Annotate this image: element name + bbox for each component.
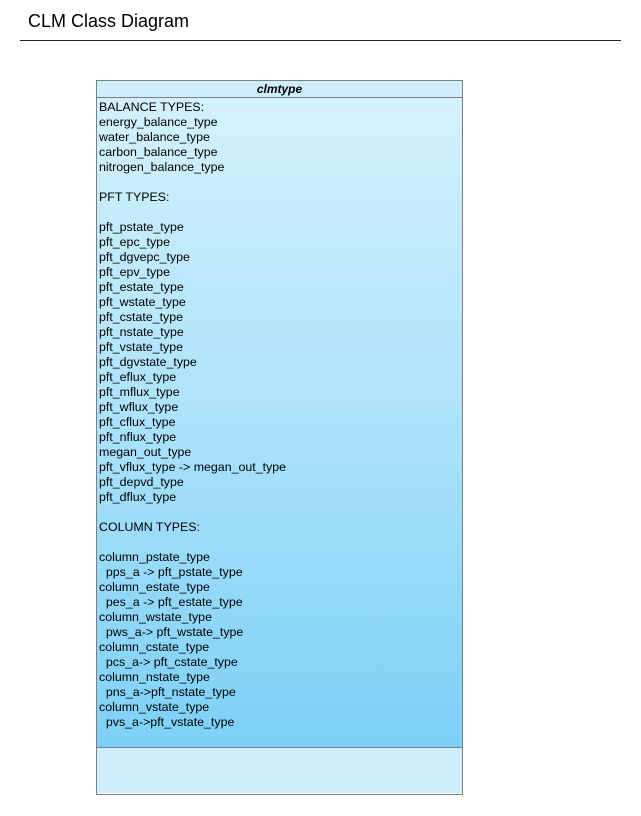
class-attribute — [99, 535, 462, 550]
class-attribute: pcs_a-> pft_cstate_type — [99, 655, 238, 669]
class-attribute: pft_estate_type — [99, 280, 184, 294]
class-attribute: pns_a->pft_nstate_type — [99, 685, 236, 699]
class-attribute: megan_out_type — [99, 445, 192, 459]
class-attribute: pps_a -> pft_pstate_type — [99, 565, 243, 579]
class-attribute: water_balance_type — [99, 130, 210, 144]
class-attribute: carbon_balance_type — [99, 145, 218, 159]
class-attribute: pft_vstate_type — [99, 340, 184, 354]
class-attribute: pft_nflux_type — [99, 430, 177, 444]
class-attribute: PFT TYPES: — [99, 190, 170, 204]
class-attribute: COLUMN TYPES: — [99, 520, 200, 534]
class-attribute: nitrogen_balance_type — [99, 160, 225, 174]
class-attribute: column_cstate_type — [99, 640, 210, 654]
class-attribute: pft_epc_type — [99, 235, 170, 249]
class-attributes-compartment — [97, 98, 462, 748]
page-title: CLM Class Diagram — [28, 11, 190, 31]
uml-class-box[interactable] — [96, 80, 463, 795]
class-attribute: pft_dgvepc_type — [99, 250, 190, 264]
class-attribute: pft_depvd_type — [99, 475, 184, 489]
class-attribute: column_estate_type — [99, 580, 210, 594]
class-attribute: pft_epv_type — [99, 265, 170, 279]
class-attribute: pft_pstate_type — [99, 220, 184, 234]
class-attribute — [99, 175, 462, 190]
class-attribute: BALANCE TYPES: — [99, 100, 205, 114]
class-attribute: column_nstate_type — [99, 670, 210, 684]
class-attribute: column_wstate_type — [99, 610, 212, 624]
class-methods-compartment — [97, 748, 462, 793]
class-attribute: column_vstate_type — [99, 700, 210, 714]
class-attribute: pvs_a->pft_vstate_type — [99, 715, 235, 729]
class-attribute: energy_balance_type — [99, 115, 218, 129]
class-attribute: pft_dflux_type — [99, 490, 177, 504]
class-attribute — [99, 505, 462, 520]
class-attribute: pft_wflux_type — [99, 400, 179, 414]
class-attribute: pws_a-> pft_wstate_type — [99, 625, 244, 639]
class-name: clmtype — [97, 81, 462, 98]
class-attribute: pft_vflux_type -> megan_out_type — [99, 460, 287, 474]
class-attribute: pft_mflux_type — [99, 385, 180, 399]
class-attribute: pft_nstate_type — [99, 325, 184, 339]
class-attribute: pft_dgvstate_type — [99, 355, 197, 369]
class-attribute — [99, 205, 462, 220]
class-attribute: pft_eflux_type — [99, 370, 177, 384]
class-attribute: pft_wstate_type — [99, 295, 186, 309]
title-divider — [20, 40, 621, 41]
class-attribute: column_pstate_type — [99, 550, 210, 564]
class-attribute: pft_cflux_type — [99, 415, 176, 429]
class-attribute: pes_a -> pft_estate_type — [99, 595, 243, 609]
class-attribute: pft_cstate_type — [99, 310, 184, 324]
